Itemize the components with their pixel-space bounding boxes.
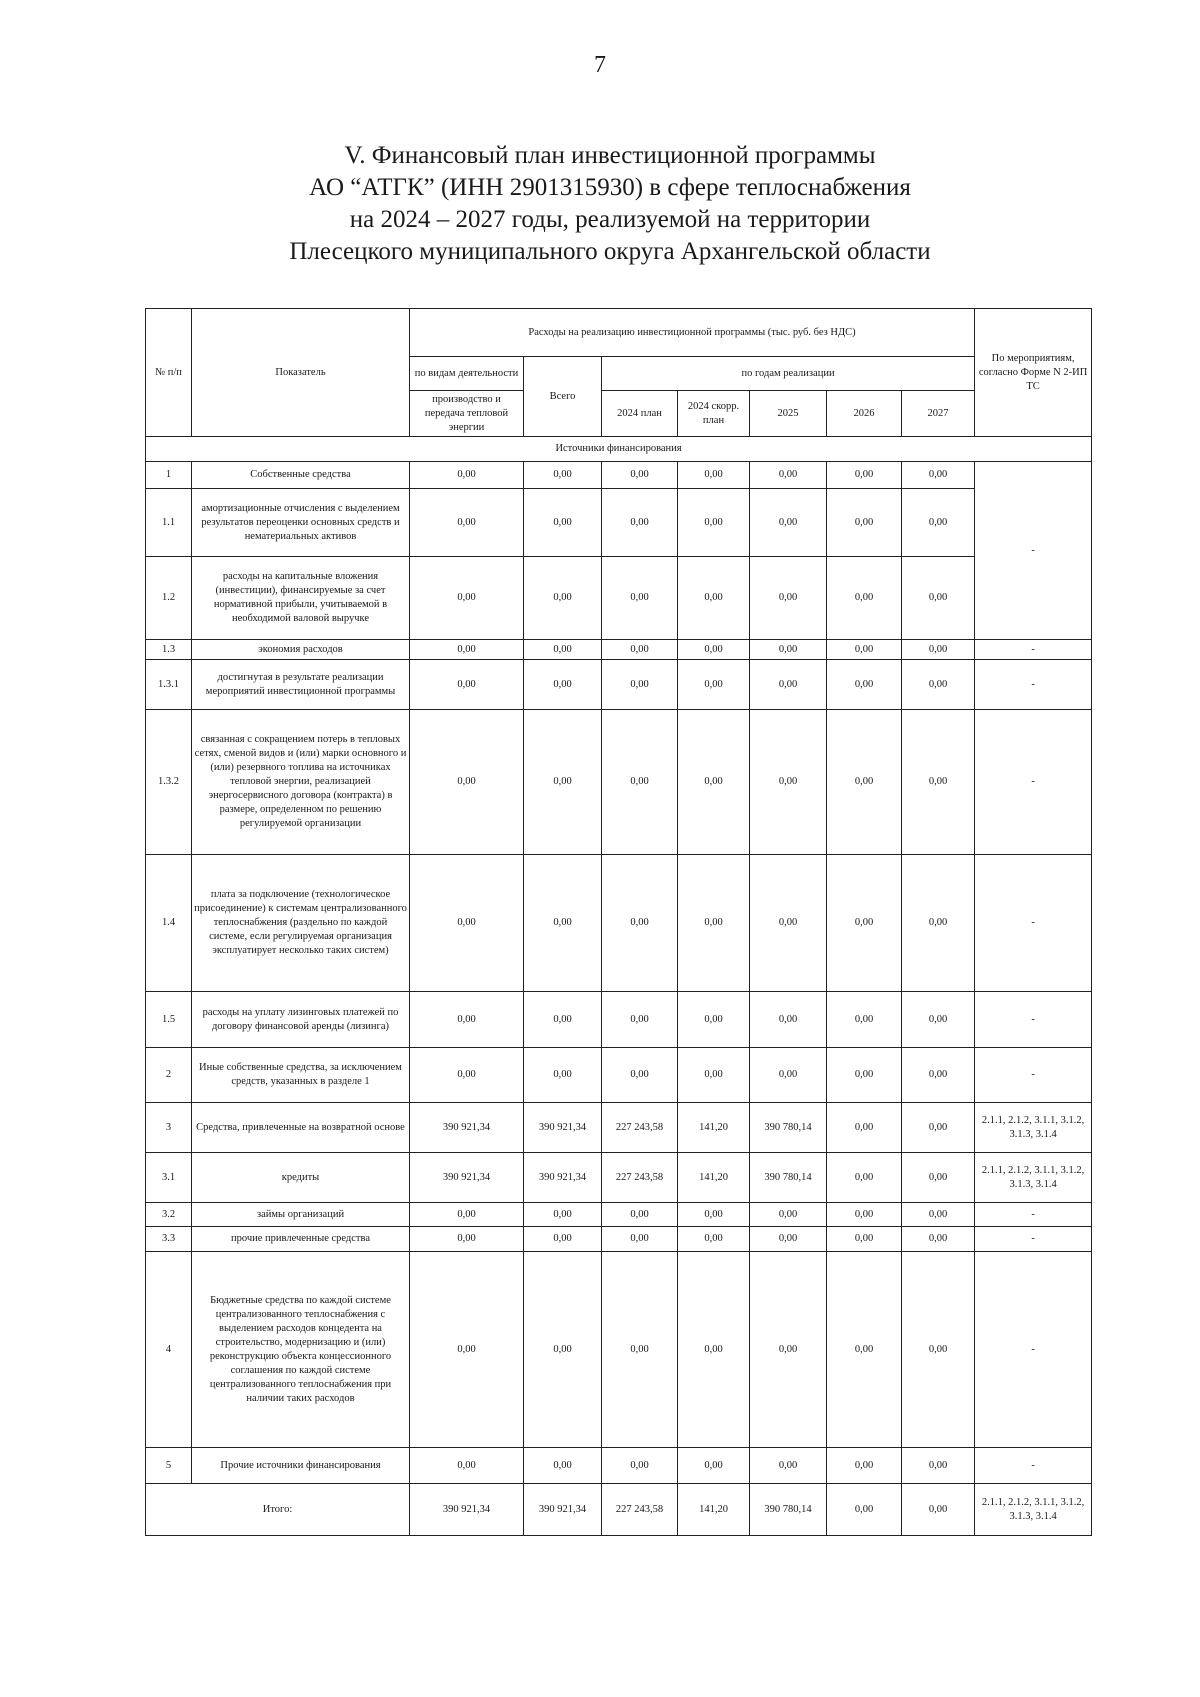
cell-2027: 0,00 [902, 1103, 975, 1153]
header-2024-adj-plan: 2024 скорр. план [678, 391, 750, 437]
header-by-activity: по видам деятельности [410, 357, 524, 391]
cell-2026: 0,00 [827, 1448, 902, 1484]
cell-2026: 0,00 [827, 855, 902, 992]
cell-2026: 0,00 [827, 1252, 902, 1448]
cell-total: 0,00 [524, 855, 602, 992]
cell-total: 0,00 [524, 1252, 602, 1448]
cell-2026: 0,00 [827, 1203, 902, 1227]
cell-2025: 0,00 [750, 855, 827, 992]
cell-2024-plan: 0,00 [602, 710, 678, 855]
cell-activity: 0,00 [410, 855, 524, 992]
cell-2024-adj: 0,00 [678, 557, 750, 640]
cell-total: 0,00 [524, 992, 602, 1048]
cell-2026: 0,00 [827, 557, 902, 640]
cell-2024-adj: 0,00 [678, 1252, 750, 1448]
total-row [146, 1484, 1092, 1536]
header-2027: 2027 [902, 391, 975, 437]
cell-2024-adj: 0,00 [678, 1448, 750, 1484]
cell-activity: 390 921,34 [410, 1153, 524, 1203]
cell-activity: 0,00 [410, 489, 524, 557]
cell-2027: 0,00 [902, 557, 975, 640]
cell-total: 0,00 [524, 489, 602, 557]
cell-2025: 0,00 [750, 710, 827, 855]
cell-total: 0,00 [524, 557, 602, 640]
cell-2025: 0,00 [750, 1203, 827, 1227]
row-num: 3.3 [146, 1227, 192, 1252]
header-expenses: Расходы на реализацию инвестиционной программы (тыс. руб. без НДС) [410, 309, 975, 357]
table-row [146, 462, 1092, 489]
cell-2025: 0,00 [750, 660, 827, 710]
cell-2024-adj: 0,00 [678, 992, 750, 1048]
cell-2024-adj: 141,20 [678, 1103, 750, 1153]
cell-measures: - [975, 855, 1092, 992]
cell-activity: 0,00 [410, 1448, 524, 1484]
header-by-years: по годам реализации [602, 357, 975, 391]
row-num: 3 [146, 1103, 192, 1153]
cell-2024-adj: 0,00 [678, 660, 750, 710]
row-indicator: экономия расходов [192, 640, 410, 660]
cell-2025: 0,00 [750, 1048, 827, 1103]
row-num: 1.3 [146, 640, 192, 660]
cell-2027: 0,00 [902, 489, 975, 557]
row-num: 1.3.2 [146, 710, 192, 855]
table-row [146, 1103, 1092, 1153]
cell-2027: 0,00 [902, 1203, 975, 1227]
table-row [146, 489, 1092, 557]
financial-plan-table [145, 308, 1092, 1536]
cell-activity: 0,00 [410, 1227, 524, 1252]
cell-measures: 2.1.1, 2.1.2, 3.1.1, 3.1.2, 3.1.3, 3.1.4 [975, 1484, 1092, 1536]
cell-2027: 0,00 [902, 660, 975, 710]
cell-2026: 0,00 [827, 710, 902, 855]
cell-2024-plan: 0,00 [602, 1252, 678, 1448]
row-num: 3.2 [146, 1203, 192, 1227]
cell-total: 390 921,34 [524, 1103, 602, 1153]
cell-2024-adj: 141,20 [678, 1484, 750, 1536]
cell-activity: 0,00 [410, 992, 524, 1048]
cell-2025: 0,00 [750, 557, 827, 640]
cell-2024-adj: 0,00 [678, 710, 750, 855]
cell-total: 0,00 [524, 462, 602, 489]
cell-total: 0,00 [524, 660, 602, 710]
row-num: 1.1 [146, 489, 192, 557]
row-num: 1 [146, 462, 192, 489]
page-number: 7 [594, 52, 606, 78]
row-num: 1.3.1 [146, 660, 192, 710]
cell-2024-plan: 0,00 [602, 640, 678, 660]
row-indicator: расходы на капитальные вложения (инвестиции), финансируемые за счет нормативной прибыли, учитываемой в необходимой валовой выручке [192, 557, 410, 640]
cell-2027: 0,00 [902, 1448, 975, 1484]
row-indicator: Собственные средства [192, 462, 410, 489]
cell-2027: 0,00 [902, 640, 975, 660]
row-num: 4 [146, 1252, 192, 1448]
cell-2027: 0,00 [902, 1484, 975, 1536]
cell-measures: 2.1.1, 2.1.2, 3.1.1, 3.1.2, 3.1.3, 3.1.4 [975, 1103, 1092, 1153]
cell-measures: - [975, 710, 1092, 855]
cell-2024-adj: 0,00 [678, 1048, 750, 1103]
cell-measures: - [975, 640, 1092, 660]
cell-measures: - [975, 992, 1092, 1048]
row-indicator: расходы на уплату лизинговых платежей по договору финансовой аренды (лизинга) [192, 992, 410, 1048]
cell-activity: 0,00 [410, 462, 524, 489]
cell-2026: 0,00 [827, 462, 902, 489]
cell-2026: 0,00 [827, 1484, 902, 1536]
cell-2024-adj: 141,20 [678, 1153, 750, 1203]
cell-2024-plan: 227 243,58 [602, 1153, 678, 1203]
cell-2024-plan: 0,00 [602, 660, 678, 710]
cell-2024-adj: 0,00 [678, 1203, 750, 1227]
cell-activity: 390 921,34 [410, 1484, 524, 1536]
row-num: 3.1 [146, 1153, 192, 1203]
row-indicator: займы организаций [192, 1203, 410, 1227]
cell-total: 390 921,34 [524, 1484, 602, 1536]
cell-activity: 0,00 [410, 640, 524, 660]
table-row [146, 855, 1092, 992]
table-row [146, 640, 1092, 660]
cell-2024-plan: 0,00 [602, 489, 678, 557]
table-row [146, 1203, 1092, 1227]
cell-2027: 0,00 [902, 1252, 975, 1448]
cell-2024-plan: 0,00 [602, 462, 678, 489]
cell-2026: 0,00 [827, 660, 902, 710]
cell-2026: 0,00 [827, 489, 902, 557]
cell-2026: 0,00 [827, 992, 902, 1048]
title-line: V. Финансовый план инвестиционной программы [344, 142, 876, 169]
cell-measures: - [975, 660, 1092, 710]
cell-2024-plan: 0,00 [602, 557, 678, 640]
table-row [146, 1227, 1092, 1252]
cell-measures: 2.1.1, 2.1.2, 3.1.1, 3.1.2, 3.1.3, 3.1.4 [975, 1153, 1092, 1203]
cell-measures: - [975, 1448, 1092, 1484]
row-num: 5 [146, 1448, 192, 1484]
cell-2025: 0,00 [750, 640, 827, 660]
cell-2025: 390 780,14 [750, 1484, 827, 1536]
cell-2025: 0,00 [750, 489, 827, 557]
cell-2024-plan: 0,00 [602, 855, 678, 992]
cell-2026: 0,00 [827, 640, 902, 660]
cell-total: 0,00 [524, 1203, 602, 1227]
row-num: 2 [146, 1048, 192, 1103]
table-row [146, 1048, 1092, 1103]
cell-measures: - [975, 1227, 1092, 1252]
table-row [146, 1448, 1092, 1484]
header-2026: 2026 [827, 391, 902, 437]
header-indicator: Показатель [192, 309, 410, 437]
cell-activity: 0,00 [410, 557, 524, 640]
cell-measures: - [975, 1203, 1092, 1227]
row-indicator: Бюджетные средства по каждой системе централизованного теплоснабжения с выделением расходов концедента на строительство, модернизацию и (или) реконструкцию объекта концессионного соглашения по каждой системе централизованного теплоснабжения при наличии таких расходов [192, 1252, 410, 1448]
cell-activity: 390 921,34 [410, 1103, 524, 1153]
row-indicator: плата за подключение (технологическое присоединение) к системам централизованного теплоснабжения (раздельно по каждой системе, если регулируемая организация эксплуатирует несколько таких систем) [192, 855, 410, 992]
cell-2024-plan: 227 243,58 [602, 1103, 678, 1153]
cell-2025: 0,00 [750, 1252, 827, 1448]
cell-2025: 390 780,14 [750, 1103, 827, 1153]
cell-2025: 390 780,14 [750, 1153, 827, 1203]
row-num: 1.4 [146, 855, 192, 992]
cell-2026: 0,00 [827, 1153, 902, 1203]
row-indicator: амортизационные отчисления с выделением результатов переоценки основных средств и нематериальных активов [192, 489, 410, 557]
cell-activity: 0,00 [410, 1252, 524, 1448]
document-title [200, 140, 1020, 268]
cell-measures: - [975, 1252, 1092, 1448]
row-indicator: кредиты [192, 1153, 410, 1203]
header-2024-plan: 2024 план [602, 391, 678, 437]
cell-total: 0,00 [524, 710, 602, 855]
table-row [146, 660, 1092, 710]
header-activity-type: производство и передача тепловой энергии [410, 391, 524, 437]
table-row [146, 710, 1092, 855]
cell-total: 390 921,34 [524, 1153, 602, 1203]
cell-2027: 0,00 [902, 462, 975, 489]
cell-2027: 0,00 [902, 1227, 975, 1252]
row-indicator: Прочие источники финансирования [192, 1448, 410, 1484]
cell-total: 0,00 [524, 1227, 602, 1252]
section-title: Источники финансирования [146, 437, 1092, 462]
cell-activity: 0,00 [410, 710, 524, 855]
row-indicator: связанная с сокращением потерь в тепловых сетях, сменой видов и (или) марки основного и (или) резервного топлива на источниках тепловой энергии, реализацией энергосервисного договора (контракта) в размере, определенном по решению регулируемой организации [192, 710, 410, 855]
cell-2027: 0,00 [902, 1153, 975, 1203]
cell-2026: 0,00 [827, 1048, 902, 1103]
title-line: на 2024 – 2027 годы, реализуемой на территории [349, 206, 871, 233]
cell-2024-adj: 0,00 [678, 640, 750, 660]
table-row [146, 1153, 1092, 1203]
cell-2024-adj: 0,00 [678, 489, 750, 557]
cell-2024-adj: 0,00 [678, 855, 750, 992]
cell-activity: 0,00 [410, 1048, 524, 1103]
cell-2027: 0,00 [902, 855, 975, 992]
cell-activity: 0,00 [410, 1203, 524, 1227]
cell-total: 0,00 [524, 1448, 602, 1484]
cell-activity: 0,00 [410, 660, 524, 710]
row-num: 1.5 [146, 992, 192, 1048]
row-num: 1.2 [146, 557, 192, 640]
cell-total: 0,00 [524, 640, 602, 660]
cell-2026: 0,00 [827, 1103, 902, 1153]
cell-2024-plan: 0,00 [602, 1048, 678, 1103]
cell-2025: 0,00 [750, 1227, 827, 1252]
cell-total: 0,00 [524, 1048, 602, 1103]
cell-2024-plan: 0,00 [602, 1203, 678, 1227]
header-num: № п/п [146, 309, 192, 437]
cell-measures: - [975, 462, 1092, 640]
table-row [146, 557, 1092, 640]
cell-2025: 0,00 [750, 462, 827, 489]
cell-2024-adj: 0,00 [678, 462, 750, 489]
cell-2025: 0,00 [750, 992, 827, 1048]
cell-2024-adj: 0,00 [678, 1227, 750, 1252]
cell-2026: 0,00 [827, 1227, 902, 1252]
cell-2024-plan: 227 243,58 [602, 1484, 678, 1536]
title-line: Плесецкого муниципального округа Архангельской области [289, 238, 931, 265]
header-total: Всего [524, 357, 602, 437]
table-row [146, 992, 1092, 1048]
row-indicator: прочие привлеченные средства [192, 1227, 410, 1252]
cell-2024-plan: 0,00 [602, 992, 678, 1048]
row-indicator: Иные собственные средства, за исключением средств, указанных в разделе 1 [192, 1048, 410, 1103]
header-2025: 2025 [750, 391, 827, 437]
header-measures: По мероприятиям, согласно Форме N 2-ИП ТС [975, 309, 1092, 437]
row-indicator: достигнутая в результате реализации мероприятий инвестиционной программы [192, 660, 410, 710]
cell-2027: 0,00 [902, 710, 975, 855]
title-line: АО “АТГК” (ИНН 2901315930) в сфере теплоснабжения [309, 174, 911, 201]
row-indicator: Средства, привлеченные на возвратной основе [192, 1103, 410, 1153]
cell-measures: - [975, 1048, 1092, 1103]
cell-2027: 0,00 [902, 992, 975, 1048]
table-row [146, 1252, 1092, 1448]
cell-2024-plan: 0,00 [602, 1448, 678, 1484]
total-label: Итого: [146, 1484, 410, 1536]
cell-2024-plan: 0,00 [602, 1227, 678, 1252]
cell-2027: 0,00 [902, 1048, 975, 1103]
cell-2025: 0,00 [750, 1448, 827, 1484]
